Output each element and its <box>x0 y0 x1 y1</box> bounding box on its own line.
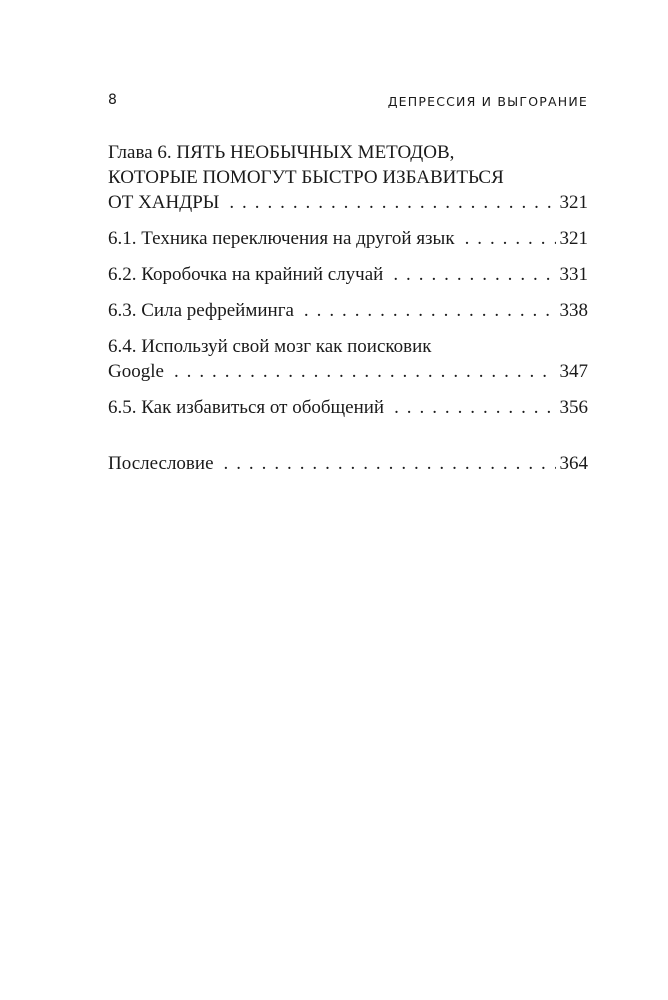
chapter-title-line-3 <box>108 190 588 215</box>
toc-item-6-4 <box>108 334 588 384</box>
chapter-title-line-1: Глава 6. ПЯТЬ НЕОБЫЧНЫХ МЕТОДОВ, <box>108 142 455 163</box>
toc-item-page: 331 <box>559 264 588 285</box>
toc-item-title-line-2: Google <box>108 361 164 382</box>
toc-item-title: 6.2. Коробочка на крайний случай <box>108 264 384 285</box>
table-of-contents <box>108 140 588 476</box>
afterword-page: 364 <box>559 453 588 474</box>
chapter-page: 321 <box>559 192 588 213</box>
dot-leader <box>304 298 556 323</box>
page-number: 8 <box>108 92 117 108</box>
dot-leader <box>394 395 555 420</box>
toc-item-title: 6.3. Сила рефрейминга <box>108 300 294 321</box>
dot-leader <box>465 226 556 251</box>
toc-item-page: 347 <box>559 361 588 382</box>
toc-item-6-5 <box>108 395 588 420</box>
toc-item-6-3 <box>108 298 588 323</box>
toc-item-6-2 <box>108 262 588 287</box>
toc-chapter-6 <box>108 140 588 215</box>
chapter-title-line-2: КОТОРЫЕ ПОМОГУТ БЫСТРО ИЗБАВИТЬСЯ <box>108 167 504 188</box>
book-title: ДЕПРЕССИЯ И ВЫГОРАНИЕ <box>387 94 588 109</box>
toc-afterword <box>108 451 588 476</box>
toc-item-page: 338 <box>559 300 588 321</box>
chapter-title-end: ОТ ХАНДРЫ <box>108 192 220 213</box>
toc-item-page: 321 <box>559 228 588 249</box>
afterword-title: Послесловие <box>108 453 214 474</box>
toc-item-title-line-1: 6.4. Используй свой мозг как поисковик <box>108 336 432 357</box>
dot-leader <box>174 359 556 384</box>
running-head <box>108 92 588 112</box>
toc-item-page: 356 <box>559 397 588 418</box>
dot-leader <box>229 190 555 215</box>
dot-leader <box>224 451 556 476</box>
toc-item-title: 6.5. Как избавиться от обобщений <box>108 397 385 418</box>
toc-item-title: 6.1. Техника переключения на другой язык <box>108 228 455 249</box>
dot-leader <box>393 262 555 287</box>
toc-item-6-1 <box>108 226 588 251</box>
